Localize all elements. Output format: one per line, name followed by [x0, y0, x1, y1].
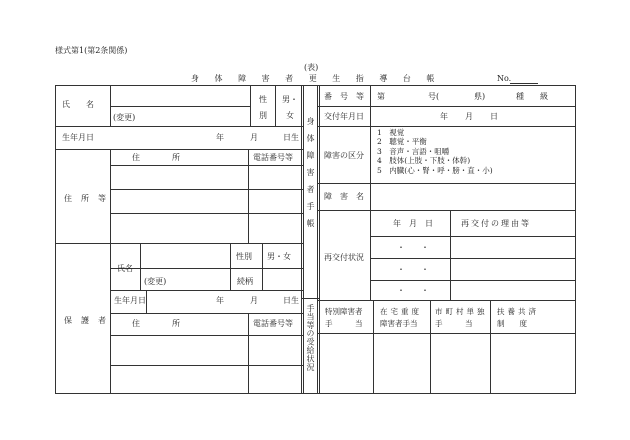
relation-label: 続柄	[237, 277, 253, 286]
sex-value-female: 女	[286, 111, 294, 120]
guardian-birth-day: 日生	[283, 296, 299, 305]
birth-day: 日生	[283, 133, 299, 142]
left-hline-name-mid	[110, 106, 250, 107]
left-vline-sex-2	[275, 85, 276, 126]
guardian-section-label: 保護者	[64, 316, 115, 325]
issue-date-label: 交付年月日	[324, 112, 364, 121]
right-hline-7	[370, 280, 576, 281]
number-prefix: 第	[377, 92, 385, 101]
name-change-label: (変更)	[113, 113, 136, 122]
guardian-birth-month: 月	[250, 296, 258, 305]
phone-col-header: 電話番号等	[253, 153, 293, 162]
allowance-home-line1: 在宅重度	[380, 307, 422, 316]
guardian-sex-label: 性別	[236, 252, 252, 261]
birth-label: 生年月日	[62, 133, 94, 142]
left-hline-3	[110, 165, 304, 166]
left-vline-name	[110, 85, 111, 126]
right-hline-1	[317, 106, 576, 107]
ledger-title: 身 体 障 害 者 更 生 指 導 台 帳	[191, 74, 435, 83]
number-pref: 県)	[474, 92, 486, 101]
sex-label-bottom: 別	[259, 111, 267, 120]
right-vline-allow-3	[490, 300, 491, 394]
reissue-label: 再交付状況	[324, 253, 364, 262]
allowance-special-line1: 特別障害者	[325, 307, 363, 316]
reissue-date-col: 年 月 日	[393, 219, 433, 228]
left-hline-5	[110, 213, 304, 214]
disability-class-item: 4 肢体(上肢・下肢・体幹)	[377, 156, 471, 166]
allowance-mutual-line2: 制 度	[497, 319, 527, 328]
left-hline-4	[110, 189, 304, 190]
left-hline-1	[55, 126, 304, 127]
left-vline-sex-1	[250, 85, 251, 126]
sex-value-male: 男・	[282, 95, 298, 104]
number-go: 号(	[428, 92, 440, 101]
address-col-header: 住 所	[132, 153, 180, 162]
guardian-name-label: 氏名	[117, 264, 133, 273]
left-hline-11	[110, 365, 304, 366]
number-label: 番 号 等	[324, 92, 364, 101]
no-label: No.	[497, 74, 512, 83]
guardian-sex-value: 男・女	[267, 252, 291, 261]
left-hline-2	[55, 149, 304, 150]
right-vline-allow-2	[430, 300, 431, 394]
right-vline-reissue	[450, 210, 451, 300]
left-hline-9	[110, 313, 304, 314]
birth-month: 月	[250, 133, 258, 142]
allowance-city-line2: 手 当	[435, 319, 473, 328]
right-vline-allow-1	[373, 300, 374, 394]
left-hline-10	[110, 335, 304, 336]
allowance-special-line2: 手 当	[325, 319, 363, 328]
disability-class-item: 2 聴覚・平衡	[377, 137, 427, 147]
left-vline-gphone	[248, 313, 249, 394]
disability-name-label: 障 害 名	[324, 192, 364, 201]
right-hline-9	[317, 333, 576, 334]
allowance-city-line1: 市町村単独	[435, 307, 488, 316]
right-hline-4	[317, 210, 576, 211]
grade-label: 種 級	[516, 92, 548, 101]
vertical-label-techo: 身体障害者手帳	[306, 117, 315, 236]
right-hline-5	[370, 236, 576, 237]
issue-month: 月	[465, 112, 473, 121]
right-vline-labels	[370, 85, 371, 300]
sex-label-top: 性	[259, 95, 267, 104]
right-hline-6	[370, 258, 576, 259]
reissue-dots-3: ・ ・	[397, 286, 429, 295]
right-hline-2	[317, 126, 576, 127]
allowance-home-line2: 障害者手当	[380, 319, 418, 328]
vertical-label-allowance: 手当等の受給状況	[306, 304, 315, 372]
reissue-reason-col: 再交付の理由等	[461, 219, 531, 228]
right-hline-8	[317, 300, 576, 301]
birth-year: 年	[216, 133, 224, 142]
left-vline-gsex-2	[262, 243, 263, 290]
no-underline	[510, 83, 538, 84]
guardian-birth-label: 生年月日	[114, 296, 146, 305]
guardian-address-col-header: 住 所	[132, 319, 180, 328]
address-section-label: 住所等	[64, 194, 115, 203]
issue-day: 日	[490, 112, 498, 121]
left-vline-gbirth	[146, 290, 147, 313]
left-vline-sections	[110, 149, 111, 394]
left-vline-phone	[248, 149, 249, 243]
left-vline-gsex-1	[230, 243, 231, 290]
right-hline-3	[317, 183, 576, 184]
allowance-mutual-line1: 扶養共済	[497, 307, 539, 316]
left-vline-gname	[140, 243, 141, 290]
disability-class-item: 3 音声・言語・咀嚼	[377, 146, 450, 156]
guardian-phone-col-header: 電話番号等	[253, 319, 293, 328]
form-number: 様式第1(第2条関係)	[55, 46, 128, 55]
guardian-birth-year: 年	[216, 296, 224, 305]
issue-year: 年	[440, 112, 448, 121]
disability-class-label: 障害の区分	[324, 151, 364, 160]
disability-class-item: 5 内臓(心・腎・呼・膀・直・小)	[377, 165, 493, 175]
reissue-dots-2: ・ ・	[397, 265, 429, 274]
left-table	[55, 85, 304, 394]
disability-class-item: 1 視覚	[377, 128, 405, 137]
side-label: (表)	[304, 63, 319, 72]
left-hline-6	[55, 243, 304, 244]
guardian-change-label: (変更)	[144, 277, 167, 286]
left-hline-8	[110, 290, 304, 291]
reissue-dots-1: ・ ・	[397, 243, 429, 252]
disability-class-list	[377, 128, 493, 175]
name-label: 氏 名	[62, 100, 94, 109]
